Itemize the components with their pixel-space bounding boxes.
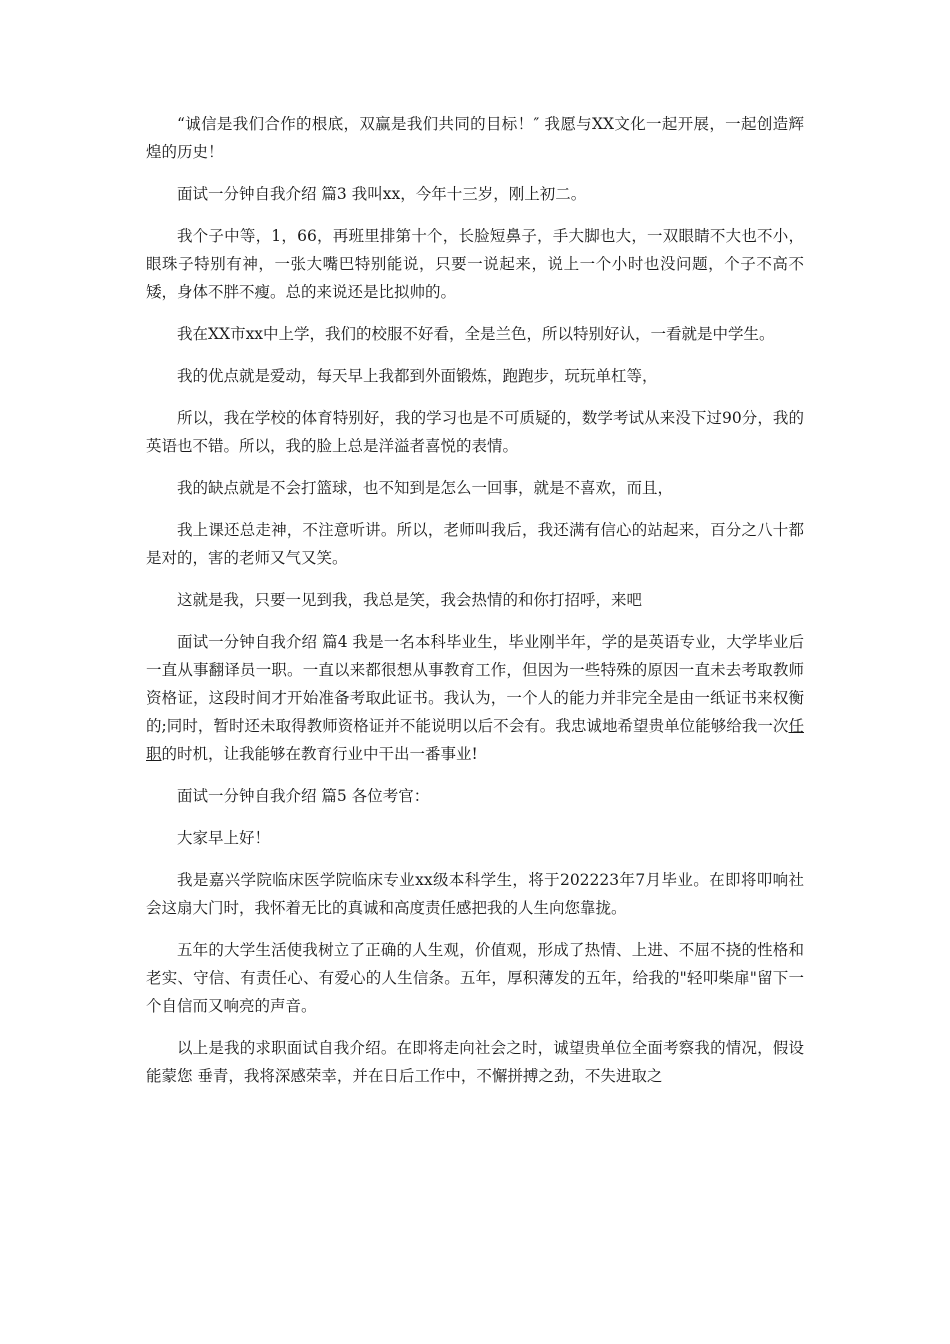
paragraph-education: 我是嘉兴学院临床医学院临床专业xx级本科学生，将于202223年7月毕业。在即将叩响社会这扇大门时，我怀着无比的真诚和高度责任感把我的人生向您靠拢。 (146, 871, 804, 917)
paragraph-closing-quote: “诚信是我们合作的根底，双赢是我们共同的目标！″ 我愿与XX文化一起开展，一起创造辉煌的历史！ (146, 115, 804, 161)
paragraph-strengths: 我的优点就是爱动，每天早上我都到外面锻炼，跑跑步，玩玩单杠等， (177, 367, 658, 385)
paragraph-conclusion: 以上是我的求职面试自我介绍。在即将走向社会之时，诚望贵单位全面考察我的情况，假设能蒙您 垂青，我将深感荣幸，并在日后工作中，不懈拼搏之劲，不失进取之 (146, 1039, 804, 1085)
paragraph-section-3-heading: 面试一分钟自我介绍 篇3 我叫xx，今年十三岁，刚上初二。 (177, 185, 587, 203)
job-link[interactable]: 任职 (146, 717, 804, 763)
paragraph-greeting: 大家早上好！ (177, 829, 271, 847)
paragraph-appearance: 我个子中等，1，66，再班里排第十个，长脸短鼻子，手大脚也大，一双眼睛不大也不小，眼珠子特别有神，一张大嘴巴特别能说，只要一说起来，说上一个小时也没问题，个子不高不矮，身体不胖不瘦。总的来说还是比拟帅的。 (146, 227, 804, 301)
document-body (146, 110, 804, 1104)
paragraph-sports-study: 所以，我在学校的体育特别好，我的学习也是不可质疑的，数学考试从来没下过90分，我的英语也不错。所以，我的脸上总是洋溢者喜悦的表情。 (146, 409, 804, 455)
section-4-text-before: 面试一分钟自我介绍 篇4 我是一名本科毕业生，毕业刚半年，学的是英语专业，大学毕业后一直从事翻译员一职。一直以来都很想从事教育工作，但因为一些特殊的原因一直未去考取教师资格证，这段时间才开始准备考取此证书。我认为，一个人的能力并非完全是由一纸证书来权衡的;同时，暂时还未取得教师资格证并不能说明以后不会有。我忠诚地希望贵单位能够给我一次 (146, 633, 804, 735)
paragraph-section-5-heading: 面试一分钟自我介绍 篇5 各位考官： (177, 787, 430, 805)
paragraph-weaknesses: 我的缺点就是不会打篮球，也不知到是怎么一回事，就是不喜欢，而且， (177, 479, 674, 497)
paragraph-school: 我在XX市xx中上学，我们的校服不好看，全是兰色，所以特别好认，一看就是中学生。 (177, 325, 775, 343)
paragraph-class-behavior: 我上课还总走神，不注意听讲。所以，老师叫我后，我还满有信心的站起来，百分之八十都是对的，害的老师又气又笑。 (146, 521, 804, 567)
section-4-text-after: 的时机，让我能够在教育行业中干出一番事业! (161, 745, 478, 763)
paragraph-university-life: 五年的大学生活使我树立了正确的人生观，价值观，形成了热情、上进、不屈不挠的性格和老实、守信、有责任心、有爱心的人生信条。五年，厚积薄发的五年，给我的"轻叩柴扉"留下一个自信而又响亮的声音。 (146, 941, 804, 1015)
paragraph-closing-greeting: 这就是我，只要一见到我，我总是笑，我会热情的和你打招呼，来吧 (177, 591, 643, 609)
paragraph-section-4 (146, 628, 804, 768)
